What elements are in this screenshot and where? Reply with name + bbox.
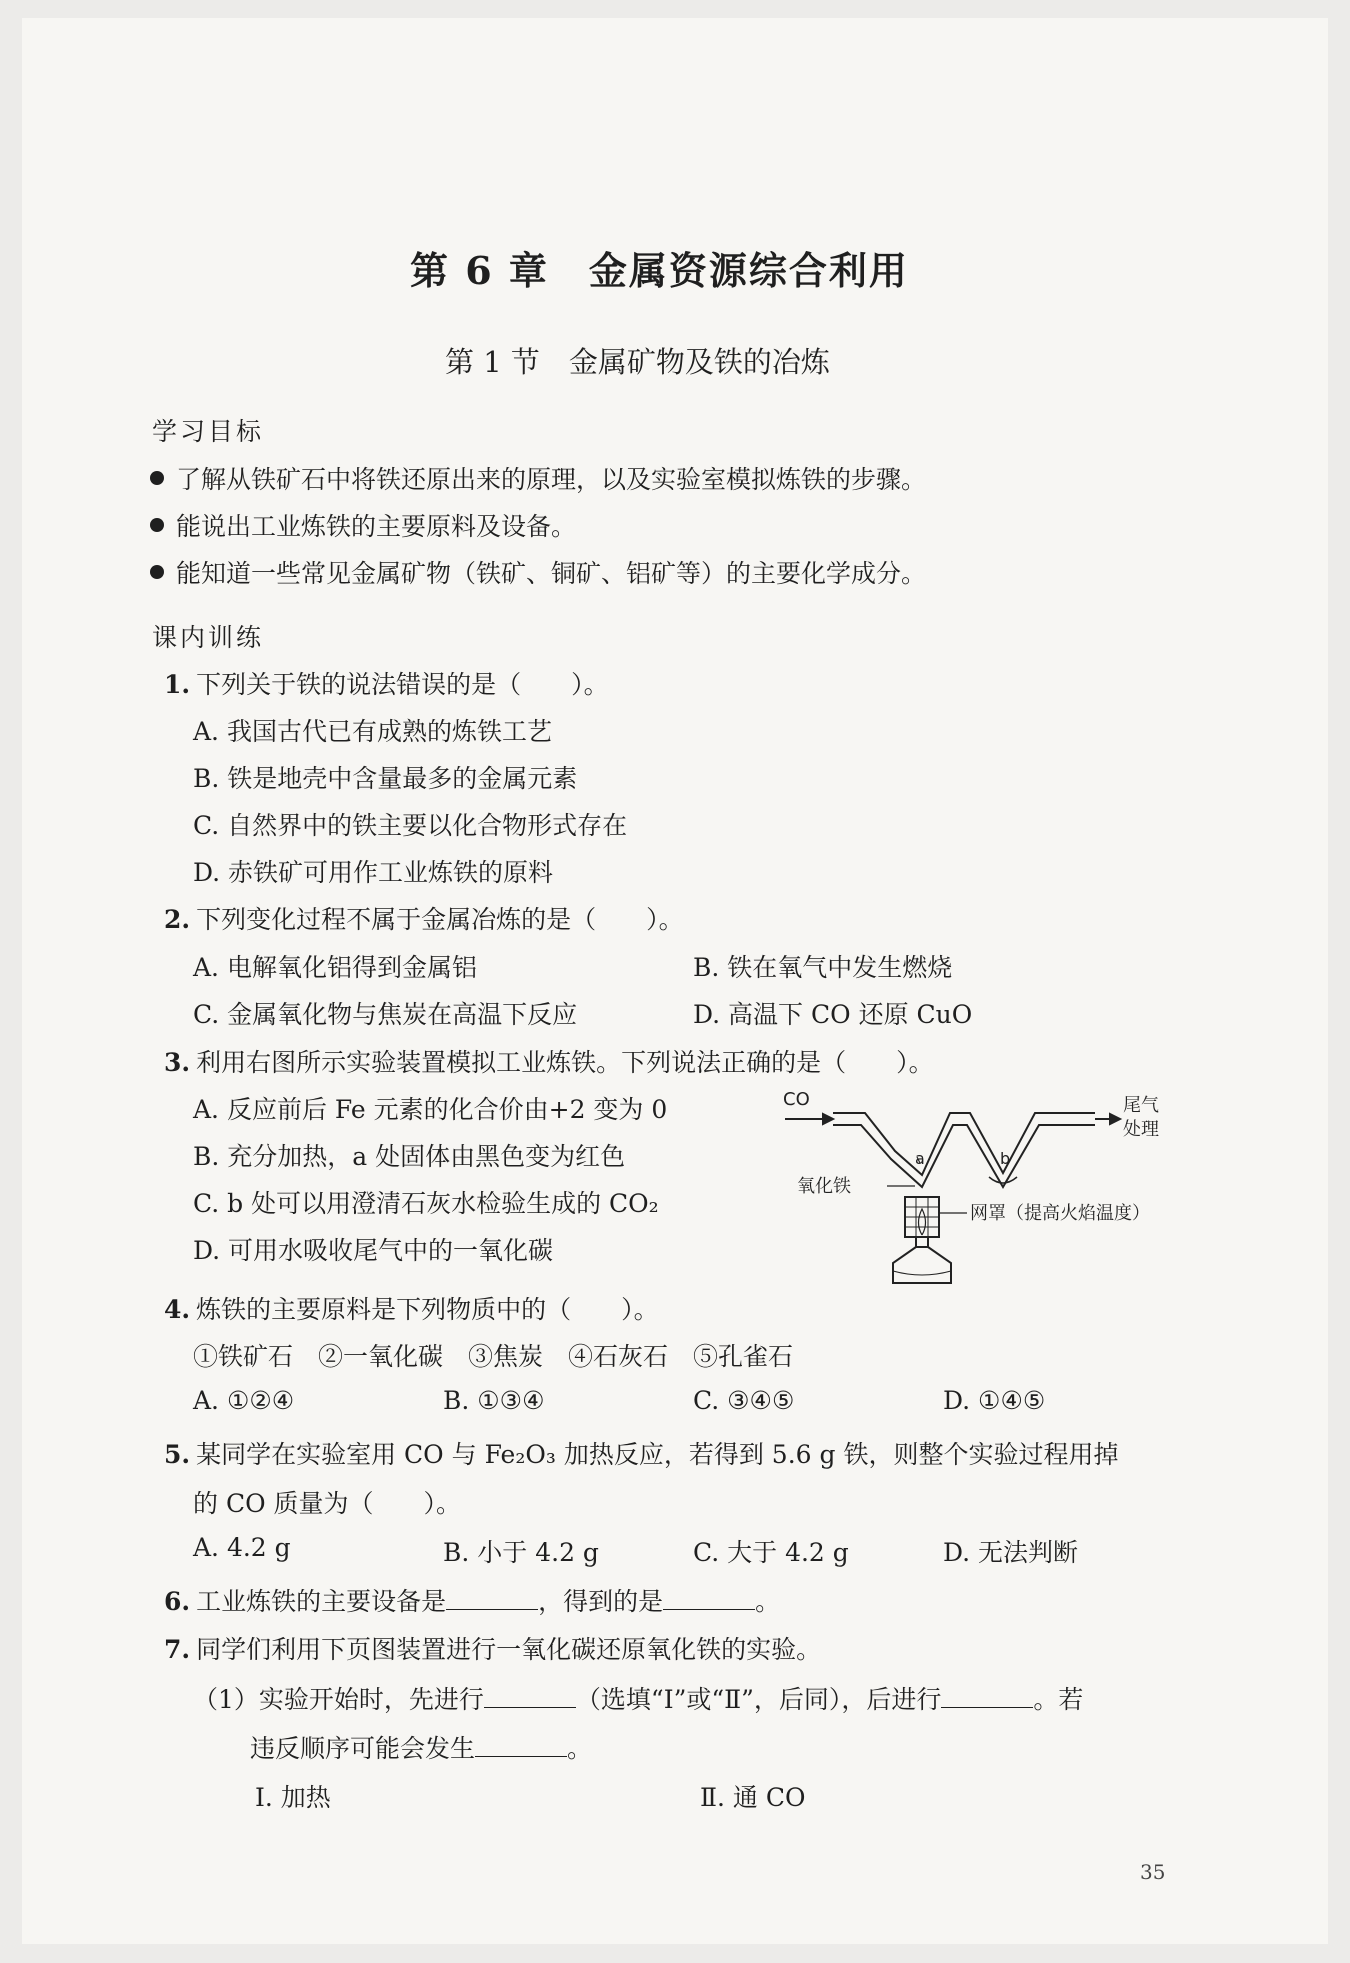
goal-item: 能知道一些常见金属矿物（铁矿、铜矿、铝矿等）的主要化学成分。 (150, 554, 926, 590)
section-title: 第 1 节 金属矿物及铁的冶炼 (445, 345, 830, 379)
q5-option-c: C. 大于 4.2 g (693, 1538, 849, 1567)
answer-blank[interactable] (446, 1589, 538, 1610)
mesh-guard-label: 网罩（提高火焰温度） (970, 1203, 1150, 1224)
tail-gas-label-1: 尾气 (1123, 1095, 1159, 1116)
page-number: 35 (1140, 1860, 1166, 1884)
q2-option-c: C. 金属氧化物与焦炭在高温下反应 (193, 1000, 578, 1029)
q7-choice-heating: Ⅰ. 加热 (255, 1783, 331, 1812)
q5-option-d: D. 无法判断 (943, 1538, 1079, 1567)
goal-item: 能说出工业炼铁的主要原料及设备。 (150, 507, 576, 543)
q1-option-c: C. 自然界中的铁主要以化合物形式存在 (193, 811, 628, 840)
q7-sub1-line1: （1）实验开始时，先进行 （选填“Ⅰ”或“Ⅱ”，后同），后进行 。若 (193, 1685, 1084, 1714)
q3-option-a: A. 反应前后 Fe 元素的化合价由+2 变为 0 (193, 1095, 668, 1124)
answer-blank[interactable] (941, 1687, 1033, 1708)
q2-option-b: B. 铁在氧气中发生燃烧 (693, 953, 953, 982)
co-label: CO (783, 1089, 810, 1110)
q3-option-b: B. 充分加热，a 处固体由黑色变为红色 (193, 1142, 626, 1171)
q3-option-c: C. b 处可以用澄清石灰水检验生成的 CO₂ (193, 1189, 659, 1218)
bullet-icon (150, 518, 164, 532)
q4-materials: ①铁矿石 ②一氧化碳 ③焦炭 ④石灰石 ⑤孔雀石 (193, 1342, 794, 1371)
point-a-label: a (915, 1149, 925, 1168)
answer-blank[interactable] (475, 1736, 567, 1757)
question-3: 3. 利用右图所示实验装置模拟工业炼铁。下列说法正确的是（ ）。 (164, 1048, 934, 1077)
q4-option-d: D. ①④⑤ (943, 1386, 1046, 1415)
question-2: 2. 下列变化过程不属于金属冶炼的是（ ）。 (164, 905, 684, 934)
iron-oxide-label: 氧化铁 (797, 1176, 851, 1197)
chapter-title: 第 6 章 金属资源综合利用 (410, 248, 909, 293)
bullet-icon (150, 565, 164, 579)
bullet-icon (150, 471, 164, 485)
q4-option-b: B. ①③④ (443, 1386, 545, 1415)
q2-option-d: D. 高温下 CO 还原 CuO (693, 1000, 973, 1029)
q7-sub1-line2: 违反顺序可能会发生 。 (250, 1734, 593, 1763)
question-7: 7. 同学们利用下页图装置进行一氧化碳还原氧化铁的实验。 (164, 1635, 822, 1664)
q3-option-d: D. 可用水吸收尾气中的一氧化碳 (193, 1236, 554, 1265)
point-b-label: b (1000, 1149, 1011, 1168)
learning-goals-heading: 学习目标 (152, 417, 265, 446)
q4-option-a: A. ①②④ (193, 1386, 295, 1415)
q5-stem-line2: 的 CO 质量为（ ）。 (193, 1489, 462, 1518)
answer-blank[interactable] (484, 1687, 576, 1708)
q5-option-a: A. 4.2 g (193, 1533, 291, 1562)
answer-blank[interactable] (663, 1589, 755, 1610)
goal-item: 了解从铁矿石中将铁还原出来的原理，以及实验室模拟炼铁的步骤。 (150, 460, 926, 496)
q1-option-a: A. 我国古代已有成熟的炼铁工艺 (193, 717, 552, 746)
practice-heading: 课内训练 (152, 623, 265, 652)
q4-option-c: C. ③④⑤ (693, 1386, 795, 1415)
q1-option-b: B. 铁是地壳中含量最多的金属元素 (193, 764, 578, 793)
q7-choice-pass-co: Ⅱ. 通 CO (700, 1783, 806, 1812)
question-1: 1. 下列关于铁的说法错误的是（ ）。 (164, 670, 609, 699)
q5-option-b: B. 小于 4.2 g (443, 1538, 599, 1567)
co-reduction-apparatus-diagram (775, 1085, 1185, 1290)
q1-option-d: D. 赤铁矿可用作工业炼铁的原料 (193, 858, 554, 887)
tail-gas-label-2: 处理 (1123, 1119, 1159, 1140)
question-5: 5. 某同学在实验室用 CO 与 Fe₂O₃ 加热反应，若得到 5.6 g 铁，则整个实验过程用掉 (164, 1440, 1119, 1469)
question-6: 6. 工业炼铁的主要设备是 ，得到的是 。 (164, 1587, 781, 1616)
question-4: 4. 炼铁的主要原料是下列物质中的（ ）。 (164, 1295, 659, 1324)
q2-option-a: A. 电解氧化铝得到金属铝 (193, 953, 477, 982)
